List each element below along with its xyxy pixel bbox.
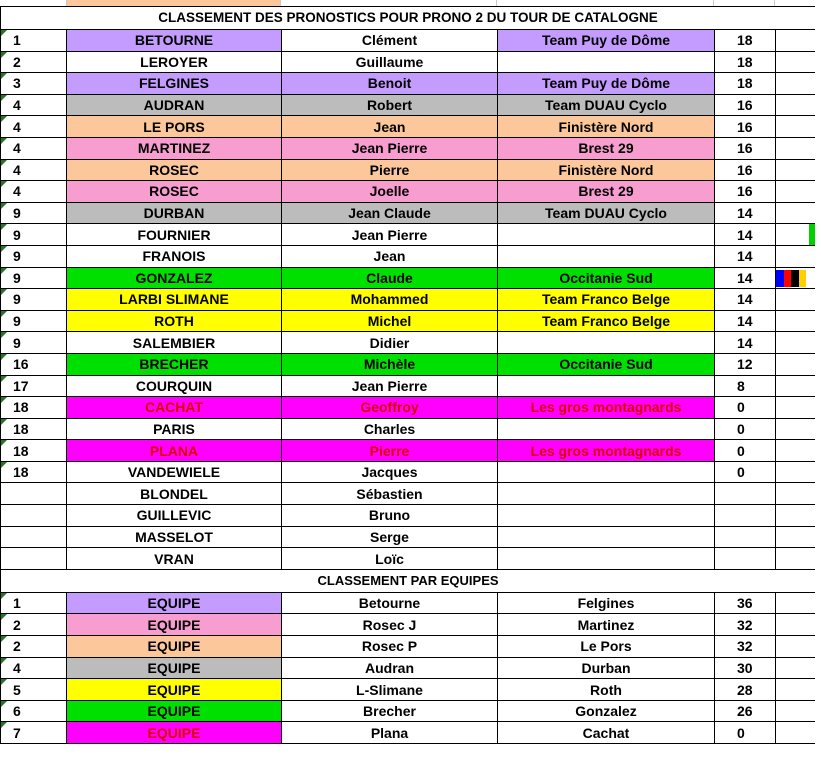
team-member2-cell[interactable]: Gonzalez: [498, 700, 715, 722]
points-cell[interactable]: 18: [715, 30, 776, 52]
points-cell[interactable]: 18: [715, 73, 776, 95]
ranking-row: [1, 289, 816, 311]
team-cell[interactable]: Brest 29: [498, 181, 715, 203]
firstname-cell[interactable]: Jean Pierre: [282, 375, 498, 397]
lastname-cell[interactable]: CACHAT: [67, 397, 282, 419]
cell-comment-marker: [1, 160, 7, 166]
team-row: [1, 636, 816, 658]
team-rank-cell[interactable]: 1: [1, 592, 67, 614]
extra-cell[interactable]: [776, 700, 816, 722]
lastname-cell[interactable]: ROSEC: [67, 181, 282, 203]
team-points-cell[interactable]: 32: [715, 636, 776, 658]
team-cell[interactable]: Finistère Nord: [498, 159, 715, 181]
rank-cell[interactable]: 18: [1, 461, 67, 483]
lastname-cell[interactable]: LARBI SLIMANE: [67, 289, 282, 311]
firstname-cell[interactable]: Joelle: [282, 181, 498, 203]
firstname-cell[interactable]: Pierre: [282, 159, 498, 181]
lastname-cell[interactable]: DURBAN: [67, 202, 282, 224]
firstname-cell[interactable]: Jean Claude: [282, 202, 498, 224]
extra-cell[interactable]: [776, 137, 816, 159]
ranking-row: [1, 353, 816, 375]
extra-cell[interactable]: [776, 636, 816, 658]
points-cell[interactable]: 16: [715, 137, 776, 159]
cell-comment-marker: [1, 701, 7, 707]
extra-cell[interactable]: [776, 679, 816, 701]
firstname-cell[interactable]: Loïc: [282, 548, 498, 570]
lastname-cell[interactable]: BETOURNE: [67, 30, 282, 52]
extra-cell[interactable]: [776, 526, 816, 548]
firstname-cell[interactable]: Guillaume: [282, 51, 498, 73]
firstname-cell[interactable]: Mohammed: [282, 289, 498, 311]
ranking-row: [1, 526, 816, 548]
extra-cell[interactable]: [776, 461, 816, 483]
team-member1-cell[interactable]: Betourne: [282, 592, 498, 614]
title-row: [1, 7, 816, 30]
firstname-cell[interactable]: Jean: [282, 245, 498, 267]
team-member2-cell[interactable]: Durban: [498, 657, 715, 679]
rank-cell[interactable]: 9: [1, 202, 67, 224]
extra-cell[interactable]: [776, 353, 816, 375]
team-rank-cell[interactable]: 6: [1, 700, 67, 722]
page-title[interactable]: CLASSEMENT DES PRONOSTICS POUR PRONO 2 DU TOUR DE CATALOGNE: [1, 7, 816, 30]
rank-cell[interactable]: 4: [1, 159, 67, 181]
lastname-cell[interactable]: FOURNIER: [67, 224, 282, 246]
team-label-cell[interactable]: EQUIPE: [67, 700, 282, 722]
ranking-row: [1, 137, 816, 159]
section-title[interactable]: CLASSEMENT PAR EQUIPES: [1, 569, 816, 592]
rank-cell[interactable]: 9: [1, 267, 67, 289]
team-row: [1, 722, 816, 744]
team-cell[interactable]: [498, 332, 715, 354]
team-cell[interactable]: Brest 29: [498, 137, 715, 159]
lastname-cell[interactable]: GONZALEZ: [67, 267, 282, 289]
cell-comment-marker: [1, 30, 7, 36]
team-row: [1, 700, 816, 722]
cell-comment-marker: [1, 95, 7, 101]
firstname-cell[interactable]: Jacques: [282, 461, 498, 483]
points-cell[interactable]: 16: [715, 116, 776, 138]
rank-cell[interactable]: 9: [1, 332, 67, 354]
extra-cell[interactable]: [776, 483, 816, 505]
rank-cell[interactable]: 9: [1, 245, 67, 267]
team-cell[interactable]: [498, 224, 715, 246]
team-points-cell[interactable]: 26: [715, 700, 776, 722]
points-cell[interactable]: 14: [715, 332, 776, 354]
rank-cell[interactable]: [1, 548, 67, 570]
lastname-cell[interactable]: LE PORS: [67, 116, 282, 138]
points-cell[interactable]: 14: [715, 267, 776, 289]
points-cell[interactable]: 0: [715, 461, 776, 483]
extra-cell[interactable]: [776, 505, 816, 527]
points-cell[interactable]: [715, 548, 776, 570]
team-member1-cell[interactable]: L-Slimane: [282, 679, 498, 701]
extra-cell[interactable]: [776, 289, 816, 311]
team-row: [1, 614, 816, 636]
ranking-row: [1, 332, 816, 354]
cell-comment-marker: [1, 332, 7, 338]
firstname-cell[interactable]: Robert: [282, 94, 498, 116]
rank-cell[interactable]: 18: [1, 397, 67, 419]
rank-cell[interactable]: 2: [1, 51, 67, 73]
ranking-row: [1, 267, 816, 289]
rank-cell[interactable]: 4: [1, 181, 67, 203]
extra-cell[interactable]: [776, 30, 816, 52]
rank-cell[interactable]: 4: [1, 94, 67, 116]
rank-cell[interactable]: [1, 483, 67, 505]
firstname-cell[interactable]: Michèle: [282, 353, 498, 375]
points-cell[interactable]: 0: [715, 440, 776, 462]
cell-comment-marker: [1, 224, 7, 230]
ranking-row: [1, 94, 816, 116]
team-cell[interactable]: Team DUAU Cyclo: [498, 202, 715, 224]
rank-cell[interactable]: 4: [1, 116, 67, 138]
team-cell[interactable]: Team Franco Belge: [498, 289, 715, 311]
cell-comment-marker: [1, 138, 7, 144]
lastname-cell[interactable]: GUILLEVIC: [67, 505, 282, 527]
team-member1-cell[interactable]: Rosec P: [282, 636, 498, 658]
ranking-row: [1, 548, 816, 570]
ranking-row: [1, 202, 816, 224]
points-cell[interactable]: 14: [715, 202, 776, 224]
ranking-row: [1, 245, 816, 267]
team-member2-cell[interactable]: Cachat: [498, 722, 715, 744]
lastname-cell[interactable]: SALEMBIER: [67, 332, 282, 354]
firstname-cell[interactable]: Benoit: [282, 73, 498, 95]
rank-cell[interactable]: 3: [1, 73, 67, 95]
team-cell[interactable]: [498, 483, 715, 505]
extra-cell[interactable]: [776, 418, 816, 440]
extra-cell[interactable]: [776, 548, 816, 570]
points-cell[interactable]: [715, 483, 776, 505]
lastname-cell[interactable]: FELGINES: [67, 73, 282, 95]
cell-comment-marker: [1, 289, 7, 295]
extra-cell[interactable]: [776, 73, 816, 95]
cell-comment-marker: [1, 376, 7, 382]
ranking-row: [1, 51, 816, 73]
extra-cell[interactable]: [776, 614, 816, 636]
extra-cell[interactable]: [776, 116, 816, 138]
team-cell[interactable]: Occitanie Sud: [498, 353, 715, 375]
team-cell[interactable]: [498, 548, 715, 570]
firstname-cell[interactable]: Pierre: [282, 440, 498, 462]
cell-comment-marker: [1, 268, 7, 274]
ranking-row: [1, 310, 816, 332]
points-cell[interactable]: 0: [715, 397, 776, 419]
lastname-cell[interactable]: MARTINEZ: [67, 137, 282, 159]
team-member2-cell[interactable]: Felgines: [498, 592, 715, 614]
ranking-row: [1, 418, 816, 440]
lastname-cell[interactable]: BRECHER: [67, 353, 282, 375]
team-label-cell[interactable]: EQUIPE: [67, 722, 282, 744]
team-label-cell[interactable]: EQUIPE: [67, 636, 282, 658]
team-cell[interactable]: [498, 461, 715, 483]
flag-icon: [776, 270, 806, 287]
team-label-cell[interactable]: EQUIPE: [67, 679, 282, 701]
rank-cell[interactable]: 9: [1, 224, 67, 246]
firstname-cell[interactable]: Claude: [282, 267, 498, 289]
extra-cell[interactable]: [776, 245, 816, 267]
lastname-cell[interactable]: VRAN: [67, 548, 282, 570]
lastname-cell[interactable]: FRANOIS: [67, 245, 282, 267]
cell-comment-marker: [1, 116, 7, 122]
spreadsheet: [0, 6, 821, 744]
team-points-cell[interactable]: 28: [715, 679, 776, 701]
team-row: [1, 592, 816, 614]
team-cell[interactable]: [498, 526, 715, 548]
firstname-cell[interactable]: Didier: [282, 332, 498, 354]
points-cell[interactable]: 14: [715, 245, 776, 267]
firstname-cell[interactable]: Jean Pierre: [282, 224, 498, 246]
lastname-cell[interactable]: LEROYER: [67, 51, 282, 73]
cell-comment-marker: [1, 658, 7, 664]
lastname-cell[interactable]: ROTH: [67, 310, 282, 332]
team-points-cell[interactable]: 30: [715, 657, 776, 679]
points-cell[interactable]: 8: [715, 375, 776, 397]
lastname-cell[interactable]: MASSELOT: [67, 526, 282, 548]
ranking-row: [1, 30, 816, 52]
ranking-row: [1, 483, 816, 505]
ranking-row: [1, 224, 816, 246]
cell-comment-marker: [1, 722, 7, 728]
ranking-row: [1, 505, 816, 527]
cell-comment-marker: [1, 419, 7, 425]
rank-cell[interactable]: 4: [1, 137, 67, 159]
cell-comment-marker: [1, 354, 7, 360]
extra-cell[interactable]: [776, 375, 816, 397]
team-rank-cell[interactable]: 5: [1, 679, 67, 701]
rank-cell[interactable]: 17: [1, 375, 67, 397]
ranking-row: [1, 397, 816, 419]
team-member1-cell[interactable]: Audran: [282, 657, 498, 679]
extra-cell[interactable]: [776, 181, 816, 203]
team-label-cell[interactable]: EQUIPE: [67, 592, 282, 614]
team-row: [1, 679, 816, 701]
cell-comment-marker: [1, 614, 7, 620]
rank-cell[interactable]: 1: [1, 30, 67, 52]
extra-cell[interactable]: [776, 722, 816, 744]
section-title-row: [1, 569, 816, 592]
extra-cell[interactable]: [776, 224, 816, 246]
rank-cell[interactable]: 9: [1, 289, 67, 311]
cell-comment-marker: [1, 397, 7, 403]
lastname-cell[interactable]: VANDEWIELE: [67, 461, 282, 483]
extra-cell[interactable]: [776, 397, 816, 419]
lastname-cell[interactable]: ROSEC: [67, 159, 282, 181]
rank-cell[interactable]: [1, 526, 67, 548]
team-label-cell[interactable]: EQUIPE: [67, 657, 282, 679]
team-points-cell[interactable]: 32: [715, 614, 776, 636]
team-cell[interactable]: Occitanie Sud: [498, 267, 715, 289]
cell-comment-marker: [1, 679, 7, 685]
rank-cell[interactable]: 18: [1, 440, 67, 462]
firstname-cell[interactable]: Bruno: [282, 505, 498, 527]
sheet-edge: [815, 6, 821, 768]
team-cell[interactable]: [498, 375, 715, 397]
team-cell[interactable]: [498, 505, 715, 527]
extra-cell[interactable]: [776, 51, 816, 73]
ranking-row: [1, 440, 816, 462]
ranking-row: [1, 73, 816, 95]
extra-cell[interactable]: [776, 159, 816, 181]
team-row: [1, 657, 816, 679]
extra-cell[interactable]: [776, 94, 816, 116]
firstname-cell[interactable]: Geoffroy: [282, 397, 498, 419]
team-cell[interactable]: Team DUAU Cyclo: [498, 94, 715, 116]
cell-comment-marker: [1, 636, 7, 642]
firstname-cell[interactable]: Michel: [282, 310, 498, 332]
cell-comment-marker: [1, 181, 7, 187]
extra-cell[interactable]: [776, 202, 816, 224]
rank-cell[interactable]: 9: [1, 310, 67, 332]
points-cell[interactable]: 18: [715, 51, 776, 73]
team-member2-cell[interactable]: Le Pors: [498, 636, 715, 658]
points-cell[interactable]: 14: [715, 224, 776, 246]
extra-cell[interactable]: [776, 657, 816, 679]
lastname-cell[interactable]: PLANA: [67, 440, 282, 462]
lastname-cell[interactable]: PARIS: [67, 418, 282, 440]
points-cell[interactable]: 16: [715, 181, 776, 203]
team-cell[interactable]: Team Franco Belge: [498, 310, 715, 332]
cell-comment-marker: [1, 440, 7, 446]
firstname-cell[interactable]: Serge: [282, 526, 498, 548]
cell-comment-marker: [1, 462, 7, 468]
cell-comment-marker: [1, 73, 7, 79]
firstname-cell[interactable]: Clément: [282, 30, 498, 52]
points-cell[interactable]: [715, 526, 776, 548]
extra-cell[interactable]: [776, 310, 816, 332]
rank-cell[interactable]: [1, 505, 67, 527]
team-points-cell[interactable]: 0: [715, 722, 776, 744]
firstname-cell[interactable]: Jean Pierre: [282, 137, 498, 159]
team-member2-cell[interactable]: Roth: [498, 679, 715, 701]
points-cell[interactable]: [715, 505, 776, 527]
team-cell[interactable]: [498, 418, 715, 440]
team-member1-cell[interactable]: Rosec J: [282, 614, 498, 636]
team-cell[interactable]: Les gros montagnards: [498, 397, 715, 419]
ranking-table: [0, 6, 816, 744]
ranking-row: [1, 375, 816, 397]
cell-comment-marker: [1, 311, 7, 317]
points-cell[interactable]: 14: [715, 310, 776, 332]
rank-cell[interactable]: 18: [1, 418, 67, 440]
firstname-cell[interactable]: Sébastien: [282, 483, 498, 505]
team-label-cell[interactable]: EQUIPE: [67, 614, 282, 636]
firstname-cell[interactable]: Charles: [282, 418, 498, 440]
team-member1-cell[interactable]: Plana: [282, 722, 498, 744]
ranking-row: [1, 461, 816, 483]
points-cell[interactable]: 16: [715, 159, 776, 181]
extra-cell[interactable]: [776, 332, 816, 354]
points-cell[interactable]: 14: [715, 289, 776, 311]
ranking-row: [1, 181, 816, 203]
team-points-cell[interactable]: 36: [715, 592, 776, 614]
team-cell[interactable]: Team Puy de Dôme: [498, 73, 715, 95]
points-cell[interactable]: 16: [715, 94, 776, 116]
team-member1-cell[interactable]: Brecher: [282, 700, 498, 722]
points-cell[interactable]: 12: [715, 353, 776, 375]
cell-comment-marker: [1, 593, 7, 599]
cell-comment-marker: [1, 52, 7, 58]
team-cell[interactable]: [498, 51, 715, 73]
team-rank-cell[interactable]: 7: [1, 722, 67, 744]
lastname-cell[interactable]: BLONDEL: [67, 483, 282, 505]
team-rank-cell[interactable]: 2: [1, 614, 67, 636]
extra-cell[interactable]: [776, 267, 816, 289]
cell-comment-marker: [1, 246, 7, 252]
team-member2-cell[interactable]: Martinez: [498, 614, 715, 636]
team-cell[interactable]: Les gros montagnards: [498, 440, 715, 462]
lastname-cell[interactable]: COURQUIN: [67, 375, 282, 397]
points-cell[interactable]: 0: [715, 418, 776, 440]
cell-comment-marker: [1, 203, 7, 209]
team-cell[interactable]: [498, 245, 715, 267]
ranking-row: [1, 159, 816, 181]
firstname-cell[interactable]: Jean: [282, 116, 498, 138]
rank-cell[interactable]: 16: [1, 353, 67, 375]
extra-cell[interactable]: [776, 592, 816, 614]
lastname-cell[interactable]: AUDRAN: [67, 94, 282, 116]
team-cell[interactable]: Team Puy de Dôme: [498, 30, 715, 52]
ranking-row: [1, 116, 816, 138]
team-rank-cell[interactable]: 2: [1, 636, 67, 658]
extra-cell[interactable]: [776, 440, 816, 462]
team-rank-cell[interactable]: 4: [1, 657, 67, 679]
team-cell[interactable]: Finistère Nord: [498, 116, 715, 138]
